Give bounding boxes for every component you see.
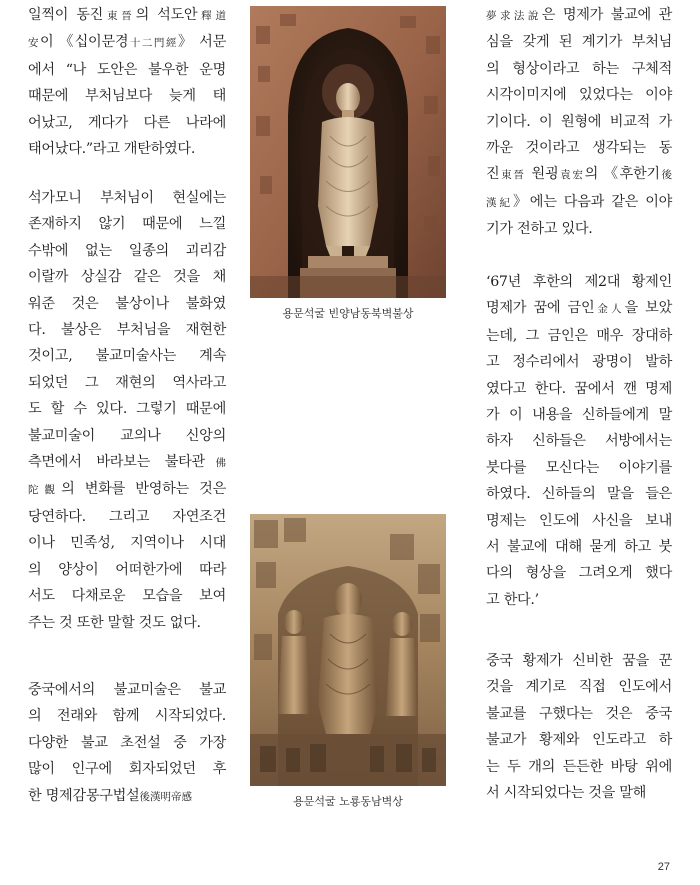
text-line (28, 783, 226, 810)
text-segment: 태어났다.”라고 개탄하였다. (28, 141, 196, 158)
text-segment: 되었던 그 재현의 역사라고 (28, 374, 226, 391)
text-line (486, 56, 672, 82)
page-number: 27 (657, 861, 670, 873)
text-segment: 의 전래와 함께 시작되었다. (28, 708, 226, 725)
text-line (28, 29, 226, 56)
text-segment: 도 할 수 있다. 그렇기 때문에 (28, 401, 226, 418)
text-segment: 의 《후한기 (584, 166, 660, 183)
text-segment: 명제가 꿈에 금인 (486, 300, 595, 317)
text-line (28, 756, 226, 782)
hanja-annotation: 佛 (204, 457, 226, 470)
text-segment: 다양한 불교 초전설 중 가장 (28, 734, 226, 751)
figure-1-caption: 용문석굴 빈양남동북벽불상 (282, 307, 414, 320)
text-segment: 것이고, 불교미술사는 계속 (28, 348, 226, 365)
text-line (28, 730, 226, 756)
text-segment: 하자 신하들은 서방에서는 (486, 433, 672, 450)
text-segment: 불교가 황제와 인도라고 하 (486, 732, 672, 749)
text-line (28, 57, 226, 83)
text-line (486, 587, 672, 613)
text-segment: 어났고, 게다가 다른 나라에 (28, 114, 226, 131)
text-segment: 서 불교에 대해 묻게 하고 붓 (486, 539, 672, 556)
text-segment: 워준 것은 불상이나 불화였 (28, 295, 226, 312)
text-segment: 가 이 내용을 신하들에게 말 (486, 407, 672, 424)
text-segment: 명제는 인도에 사신을 보내 (486, 512, 672, 529)
text-segment: 중국 황제가 신비한 꿈을 꾼 (486, 653, 672, 669)
text-segment: 많이 인구에 회자되었던 후 (28, 761, 226, 778)
hanja-annotation: 東晉 (499, 169, 526, 182)
figure-2 (250, 514, 446, 812)
text-segment: 존재하지 않기 때문에 느낄 (28, 216, 226, 233)
text-segment: 불교미술이 교의나 신앙의 (28, 427, 226, 444)
buddha-relief-photo-2 (250, 514, 446, 786)
text-segment: 였다고 한다. 꿈에서 깬 명제 (486, 380, 672, 397)
text-line (28, 703, 226, 729)
text-line (486, 323, 672, 349)
figure-1 (250, 6, 446, 322)
text-line (28, 2, 226, 29)
text-line (486, 648, 672, 674)
text-line (28, 185, 226, 211)
text-segment: 기이다. 이 원형에 비교적 가 (486, 113, 672, 130)
text-segment: 석가모니 부처님이 현실에는 (28, 190, 226, 206)
text-segment: 에서 “나 도안은 불우한 운명 (28, 61, 226, 78)
text-segment: 주는 것 또한 말할 것도 없다. (28, 614, 201, 631)
text-line (28, 317, 226, 343)
text-segment: 고 한다.’ (486, 591, 539, 608)
text-line (28, 211, 226, 237)
text-line (486, 508, 672, 534)
text-line (28, 370, 226, 396)
text-segment: 일찍이 동진 (28, 7, 104, 23)
text-line (486, 82, 672, 108)
text-segment: 서 시작되었다는 것을 말해 (486, 785, 647, 802)
text-line (486, 376, 672, 402)
text-segment: 것을 계기로 직접 인도에서 (486, 679, 672, 696)
text-line (486, 135, 672, 161)
text-line (486, 455, 672, 481)
text-line (28, 291, 226, 317)
text-segment: 고 정수리에서 광명이 발하 (486, 354, 672, 371)
text-segment: 은 명제가 불교에 관 (541, 7, 673, 23)
text-line (28, 677, 226, 703)
text-line (28, 83, 226, 109)
text-line (486, 189, 672, 216)
text-line (486, 349, 672, 375)
text-segment: 수밖에 없는 일종의 괴리감 (28, 242, 226, 259)
hanja-annotation: 後漢明帝感 (139, 790, 192, 803)
text-segment: 서도 다채로운 모습을 보여 (28, 588, 226, 605)
text-line (486, 727, 672, 753)
hanja-annotation: 後 (659, 169, 672, 182)
text-line (28, 530, 226, 556)
text-line (486, 269, 672, 295)
text-segment: 당연하다. 그리고 자연조건 (28, 508, 226, 525)
text-line (28, 504, 226, 530)
hanja-annotation: 金人 (594, 303, 625, 316)
hanja-annotation: 陀觀 (28, 484, 62, 497)
text-segment: 불교를 구했다는 것은 중국 (486, 705, 672, 722)
buddha-statue-photo-1 (250, 6, 446, 298)
text-line (486, 701, 672, 727)
text-line (28, 343, 226, 369)
text-line (28, 110, 226, 136)
hanja-annotation: 漢紀 (486, 196, 513, 209)
text-line (486, 481, 672, 507)
text-segment: 의 변화를 반영하는 것은 (61, 481, 226, 498)
text-line (486, 780, 672, 806)
text-segment: 붓다를 모신다는 이야기를 (486, 459, 672, 476)
hanja-annotation: 東晉 (103, 10, 136, 22)
text-line (486, 674, 672, 700)
text-line (28, 238, 226, 264)
text-line (486, 2, 672, 29)
text-segment: 기가 전하고 있다. (486, 221, 593, 238)
text-segment: 중국에서의 불교미술은 불교 (28, 682, 226, 698)
text-line (28, 136, 226, 162)
text-segment: ‘67년 후한의 제2대 황제인 (486, 274, 672, 290)
text-line (28, 476, 226, 503)
text-segment: 》에는 다음과 같은 이야 (512, 193, 673, 210)
text-line (486, 428, 672, 454)
text-segment: 다. 불상은 부처님을 재현한 (28, 322, 226, 339)
text-segment: 하였다. 신하들의 말을 들은 (486, 486, 672, 503)
hanja-annotation: 釋道 (197, 10, 226, 22)
text-segment: 의 양상이 어떠한가에 따라 (28, 561, 226, 578)
text-line (486, 295, 672, 322)
text-segment: 이랄까 상실감 같은 것을 채 (28, 269, 226, 286)
text-segment: 》 서문 (178, 34, 226, 51)
text-line (486, 402, 672, 428)
text-line (28, 557, 226, 583)
text-line (28, 264, 226, 290)
text-line (486, 560, 672, 586)
text-segment: 다의 형상을 그려오게 했다 (486, 565, 672, 582)
text-segment: 이나 민족성, 지역이나 시대 (28, 535, 226, 552)
text-segment: 는데, 그 금인은 매우 장대하 (486, 327, 672, 344)
text-line (28, 583, 226, 609)
text-line (486, 161, 672, 188)
text-line (486, 754, 672, 780)
text-segment: 까운 것이라고 생각되는 동 (486, 140, 672, 157)
paragraph-1 (28, 2, 226, 162)
text-segment: 심을 갖게 된 계기가 부처님 (486, 34, 672, 51)
paragraph-5 (486, 269, 672, 613)
hanja-annotation: 安 (28, 37, 41, 50)
paragraph-6 (486, 648, 672, 806)
text-line (486, 109, 672, 135)
hanja-annotation: 十二門經 (128, 37, 178, 50)
text-segment: 진 (486, 166, 500, 183)
text-segment: 을 보았 (624, 300, 672, 317)
text-line (28, 423, 226, 449)
text-line (28, 610, 226, 636)
text-segment: 원굉 (525, 166, 559, 183)
text-line (486, 534, 672, 560)
text-line (486, 216, 672, 242)
hanja-annotation: 夢求法說 (486, 10, 542, 22)
text-segment: 측면에서 바라보는 불타관 (28, 454, 205, 471)
text-segment: 의 형상이라고 하는 구체적 (486, 60, 672, 77)
paragraph-2 (28, 185, 226, 636)
text-line (28, 396, 226, 422)
text-segment: 《십이문경 (59, 34, 129, 51)
text-segment: 때문에 부처님보다 늦게 태 (28, 88, 226, 105)
paragraph-3 (28, 677, 226, 810)
text-segment: 한 명제감몽구법설 (28, 787, 140, 804)
figure-2-caption: 용문석굴 노룡동남벽상 (293, 795, 403, 808)
paragraph-4 (486, 2, 672, 243)
text-segment: 의 석도안 (135, 7, 198, 23)
hanja-annotation: 袁宏 (558, 169, 585, 182)
text-segment: 시각이미지에 있었다는 이야 (486, 87, 672, 104)
text-line (28, 449, 226, 476)
text-segment: 이 (40, 34, 60, 51)
text-segment: 는 두 개의 든든한 바탕 위에 (486, 758, 672, 775)
text-line (486, 29, 672, 55)
